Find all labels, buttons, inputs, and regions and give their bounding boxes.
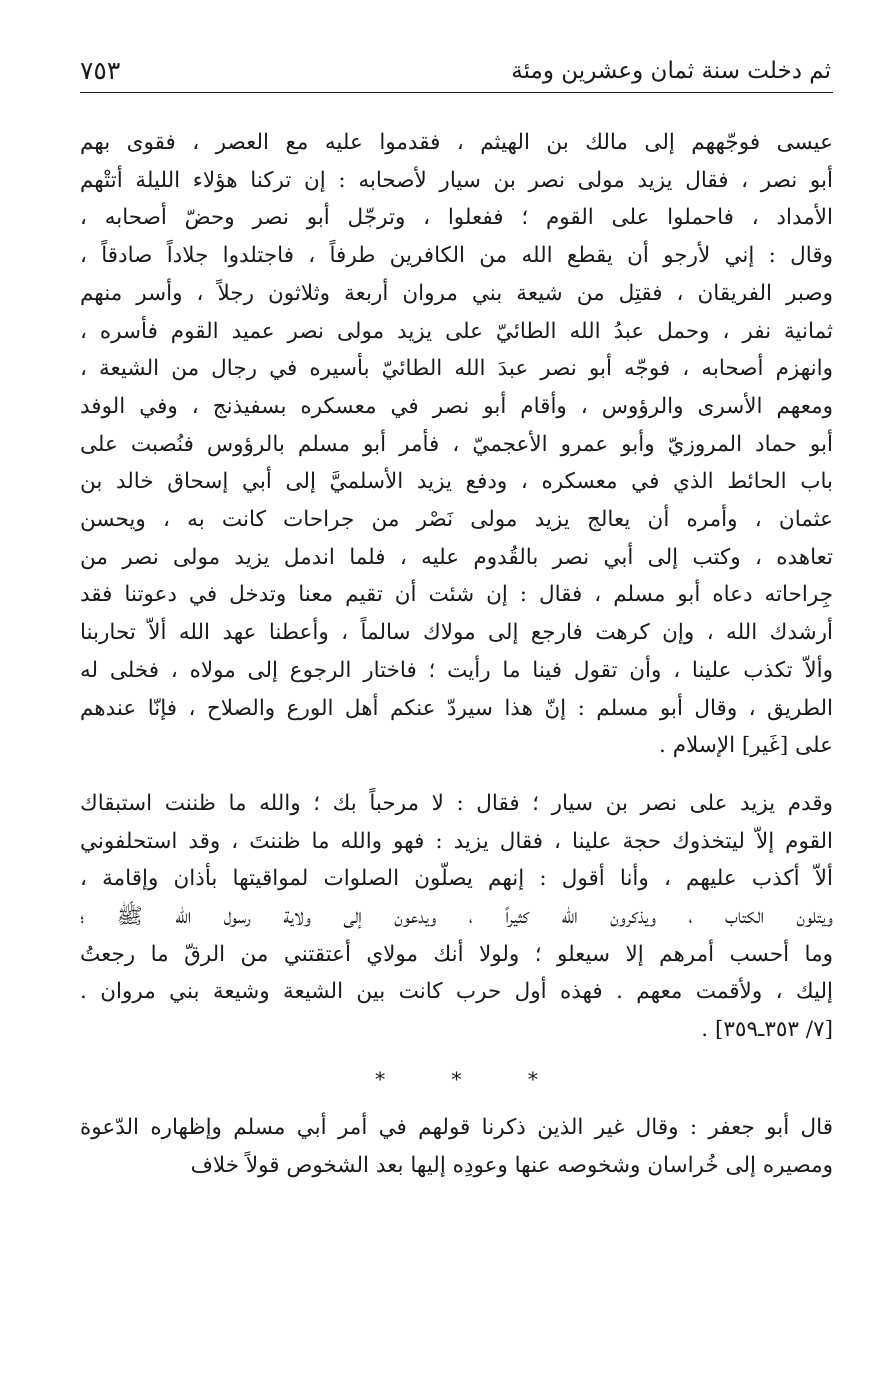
text-line: ثمانية نفر ، وحمل عبدُ الله الطائيّ على يزيد مولى نصر عميد القوم فأسره ، xyxy=(80,318,833,344)
text-line: وانهزم أصحابه ، فوجّه أبو نصر عبدَ الله الطائيّ بأسيره في رجال من الشيعة ، xyxy=(80,356,833,382)
page-number: ٧٥٣ xyxy=(80,56,121,85)
closing-paragraph xyxy=(80,1109,833,1184)
text-line: الطريق ، وقال أبو مسلم : إنّ هذا سيردّ عنكم أهل الورع والصلاح ، فإنّا عندهم xyxy=(80,695,833,721)
text-line: الأمداد ، فاحملوا على القوم ؛ ففعلوا ، وترجّل أبو نصر وحضّ أصحابه ، xyxy=(80,205,833,231)
text-line: وقدم يزيد على نصر بن سيار ؛ فقال : لا مرحباً بك ؛ والله ما ظننت استبقاك xyxy=(80,790,833,816)
text-line: ألاّ أكذب عليهم ، وأنا أقول : إنهم يصلّون الصلوات لمواقيتها بأذان وإقامة ، xyxy=(80,866,833,892)
text-line: إليك ، ولأقمت معهم . فهذه أول حرب كانت بين الشيعة وشيعة بني مروان . xyxy=(80,979,833,1005)
running-title: ثم دخلت سنة ثمان وعشرين ومئة xyxy=(511,58,831,84)
text-line: [٧/ ٣٥٣ـ٣٥٩] . xyxy=(701,1017,833,1043)
text-line: ومعهم الأسرى والرؤوس ، وأقام أبو نصر في معسكره بسفيذنج ، وفي الوفد xyxy=(80,393,833,419)
text-line: القوم إلاّ ليتخذوك حجة علينا ، فقال يزيد : فهو والله ما ظننتَ ، وقد استحلفوني xyxy=(80,828,833,854)
paragraph-2 xyxy=(80,785,833,1049)
text-line: أرشدك الله ، وإن كرهت فارجع إلى مولاك سالماً ، وأعطنا عهد الله ألاّ تحاربنا xyxy=(80,620,833,646)
text-line: قال أبو جعفر : وقال غير الذين ذكرنا قولهم في أمر أبي مسلم وإظهاره الدّعوة xyxy=(80,1114,833,1140)
running-header xyxy=(80,52,833,93)
text-line: ومصيره إلى خُراسان وشخوصه عنها وعودِه إليها بعد الشخوص قولاً خلاف xyxy=(190,1152,833,1178)
text-line: وما أحسب أمرهم إلا سيعلو ؛ ولولا أنك مولاي أعتقتني من الرقّ ما رجعتُ xyxy=(80,941,833,967)
text-line: على [غَير] الإسلام . xyxy=(659,733,833,759)
text-line: وألاّ تكذب علينا ، وأن تقول فينا ما رأيت ؛ فاختار الرجوع إلى مولاه ، فخلى له xyxy=(80,657,833,683)
text-line: عثمان ، وأمره أن يعالج يزيد مولى نَصْر من جراحات كانت به ، ويحسن xyxy=(80,507,833,533)
text-line: أبو حماد المروزيّ وأبو عمرو الأعجميّ ، فأمر أبو مسلم بالرؤوس فنُصبت على xyxy=(80,431,833,457)
paragraph-gap xyxy=(80,765,833,785)
page xyxy=(80,0,833,1388)
text-line: جِراحاته دعاه أبو مسلم ، فقال : إن شئت أن تقيم معنا وتدخل في دعوتنا فقد xyxy=(80,582,833,608)
text-line: تعاهده ، وكتب إلى أبي نصر بالقُدوم عليه ، فلما اندمل يزيد مولى نصر من xyxy=(80,544,833,570)
text-line: عيسى فوجّههم إلى مالك بن الهيثم ، فقدموا عليه مع العصر ، فقوى بهم xyxy=(80,130,833,155)
text-line: أبو نصر ، فقال يزيد مولى نصر بن سيار لأصحابه : إن تركنا هؤلاء الليلة أتتْهم xyxy=(80,167,833,193)
text-line: باب الحائط الذي في معسكره ، ودفع يزيد الأسلميَّ إلى أبي إسحاق خالد بن xyxy=(80,469,833,495)
section-separator: * * * xyxy=(375,1066,568,1091)
text-line: وقال : إني لأرجو أن يقطع الله من الكافرين طرفاً ، فاجتلدوا جلاداً صادقاً ، xyxy=(80,243,833,269)
text-line: ويتلون الكتاب ، ويذكرون الله كثيراً ، ويدعون إلى ولاية رسول الله ﷺ ؛ xyxy=(80,904,833,930)
paragraph-1 xyxy=(80,124,833,765)
text-line: وصبر الفريقان ، فقتِل من شيعة بني مروان أربعة وثلاثون رجلاً ، وأسر منهم xyxy=(80,280,833,306)
body-text xyxy=(80,124,833,1184)
